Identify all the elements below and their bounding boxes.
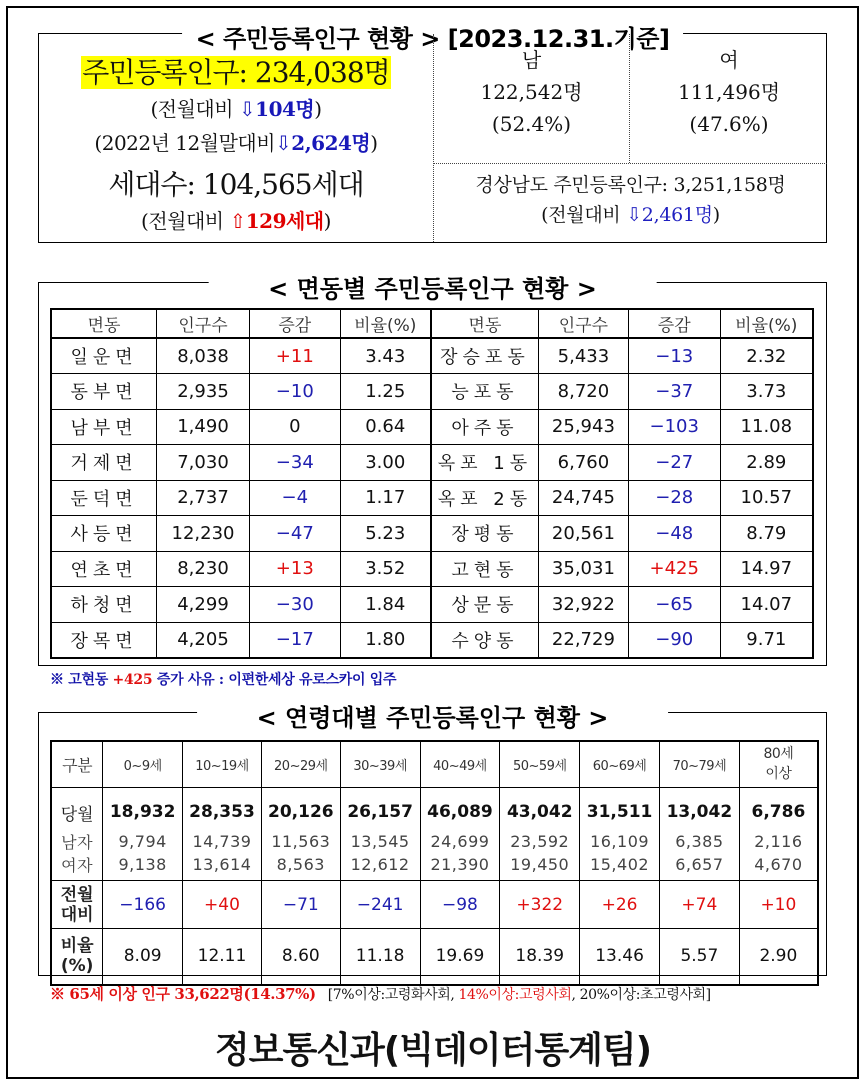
male-cell: 16,109	[580, 829, 660, 853]
female-cell: 4,670	[739, 853, 818, 881]
change-cell: −34	[249, 445, 340, 481]
ratio-cell: 5.57	[659, 929, 739, 985]
col-header: 인구수	[157, 309, 250, 338]
yoy-decrease-value: ⇩2,624명	[275, 131, 371, 155]
gohyeon-note: ※ 고현동 +425 증가 사유 : 이편한세상 유로스카이 입주	[50, 672, 397, 688]
dong-name-cell: 장목면	[51, 622, 157, 658]
col-header: 비율(%)	[720, 309, 813, 338]
male-cell: 2,116	[739, 829, 818, 853]
female-cell: 6,657	[659, 853, 739, 881]
department-footer: 정보통신과(빅데이터통계팀)	[214, 1030, 652, 1071]
dong-name-cell: 동부면	[51, 374, 157, 410]
col-header: 0~9세	[103, 741, 183, 787]
current-cell: 31,511	[580, 787, 660, 829]
female-pct: (47.6%)	[689, 112, 769, 136]
ratio-cell: 1.25	[340, 374, 431, 410]
ratio-cell: 2.90	[739, 929, 818, 985]
col-header: 10~19세	[183, 741, 262, 787]
col-header: 증감	[628, 309, 720, 338]
table-row	[51, 587, 813, 623]
change-cell: −166	[103, 881, 183, 929]
population-cell: 12,230	[157, 516, 250, 552]
col-header: 구분	[51, 741, 103, 787]
month-over-month: (전월대비 ⇩104명)	[150, 97, 322, 121]
change-cell: +74	[659, 881, 739, 929]
population-cell: 22,729	[538, 622, 628, 658]
gender-split	[434, 34, 827, 164]
current-cell: 13,042	[659, 787, 739, 829]
change-cell: −47	[249, 516, 340, 552]
population-cell: 6,760	[538, 445, 628, 481]
ratio-cell: 12.11	[183, 929, 262, 985]
change-cell: 0	[249, 409, 340, 445]
dong-header-row	[51, 309, 813, 338]
change-cell: −71	[261, 881, 340, 929]
dong-title: < 면동별 주민등록인구 현황 >	[208, 269, 657, 304]
male-pct: (52.4%)	[491, 112, 572, 136]
female-count: 111,496명	[677, 80, 781, 104]
ratio-cell: 3.43	[340, 338, 431, 374]
table-row	[51, 622, 813, 658]
col-header: 인구수	[538, 309, 628, 338]
dong-table	[50, 308, 814, 659]
current-cell: 6,786	[739, 787, 818, 829]
col-header: 80세 이상	[739, 741, 818, 787]
change-cell: −103	[628, 409, 720, 445]
dong-name-cell: 수양동	[431, 622, 539, 658]
population-cell: 4,205	[157, 622, 250, 658]
ratio-cell: 10.57	[720, 480, 813, 516]
age-title: < 연령대별 주민등록인구 현황 >	[197, 698, 669, 733]
population-cell: 24,745	[538, 480, 628, 516]
male-cell: 9,794	[103, 829, 183, 853]
change-cell: −17	[249, 622, 340, 658]
col-header: 20~29세	[261, 741, 340, 787]
female-cell: 19,450	[500, 853, 580, 881]
summary-left	[39, 34, 433, 242]
age-change-row	[51, 881, 818, 929]
dong-name-cell: 장승포동	[431, 338, 539, 374]
dong-name-cell: 고현동	[431, 551, 539, 587]
dong-name-cell: 하청면	[51, 587, 157, 623]
female-cell: 12,612	[340, 853, 420, 881]
households-increase-value: ⇧129세대	[229, 209, 324, 233]
current-cell: 18,932	[103, 787, 183, 829]
current-cell: 20,126	[261, 787, 340, 829]
ratio-cell: 14.97	[720, 551, 813, 587]
change-cell: +425	[628, 551, 720, 587]
total-population	[39, 56, 433, 90]
dong-name-cell: 아주동	[431, 409, 539, 445]
change-cell: −28	[628, 480, 720, 516]
row-label: 여자	[51, 853, 103, 881]
col-header: 면동	[51, 309, 157, 338]
col-header: 50~59세	[500, 741, 580, 787]
ratio-cell: 2.89	[720, 445, 813, 481]
age-male-row	[51, 829, 818, 853]
dong-name-cell: 둔덕면	[51, 480, 157, 516]
ratio-cell: 9.71	[720, 622, 813, 658]
ratio-cell: 8.60	[261, 929, 340, 985]
male-cell: 6,385	[659, 829, 739, 853]
population-cell: 8,720	[538, 374, 628, 410]
female-label: 여	[719, 48, 739, 72]
change-cell: −90	[628, 622, 720, 658]
table-row	[51, 516, 813, 552]
dong-name-cell: 옥포 2동	[431, 480, 539, 516]
row-label: 전월 대비	[51, 881, 103, 929]
dong-name-cell: 일운면	[51, 338, 157, 374]
ratio-cell: 8.09	[103, 929, 183, 985]
households-count: 세대수: 104,565세대	[108, 168, 364, 201]
change-cell: −27	[628, 445, 720, 481]
col-header: 40~49세	[420, 741, 500, 787]
col-header: 면동	[431, 309, 539, 338]
table-row	[51, 445, 813, 481]
change-cell: +40	[183, 881, 262, 929]
male-column	[434, 34, 630, 163]
gohyeon-increase: +425	[112, 672, 153, 688]
ratio-cell: 11.08	[720, 409, 813, 445]
population-cell: 2,935	[157, 374, 250, 410]
population-cell: 1,490	[157, 409, 250, 445]
dong-box	[38, 275, 827, 666]
population-cell: 32,922	[538, 587, 628, 623]
col-header: 비율(%)	[340, 309, 431, 338]
population-cell: 2,737	[157, 480, 250, 516]
province-label: 경상남도 주민등록인구: 3,251,158명	[475, 174, 786, 196]
total-population-label: 주민등록인구: 234,038명	[82, 56, 390, 89]
change-cell: −241	[340, 881, 420, 929]
dong-name-cell: 사등면	[51, 516, 157, 552]
ratio-cell: 13.46	[580, 929, 660, 985]
ratio-cell: 3.52	[340, 551, 431, 587]
change-cell: −98	[420, 881, 500, 929]
ratio-cell: 5.23	[340, 516, 431, 552]
ratio-cell: 3.73	[720, 374, 813, 410]
dong-name-cell: 능포동	[431, 374, 539, 410]
current-cell: 46,089	[420, 787, 500, 829]
row-label: 당월	[51, 787, 103, 829]
change-cell: +26	[580, 881, 660, 929]
population-cell: 20,561	[538, 516, 628, 552]
change-cell: +13	[249, 551, 340, 587]
age-table	[50, 740, 819, 986]
population-cell: 35,031	[538, 551, 628, 587]
elderly-note	[50, 983, 711, 1004]
summary-title: < 주민등록인구 현황 > [2023.12.31.기준]	[182, 19, 684, 54]
mom-decrease-value: ⇩104명	[238, 97, 315, 121]
change-cell: −65	[628, 587, 720, 623]
male-label: 남	[521, 48, 542, 72]
ratio-cell: 14.07	[720, 587, 813, 623]
male-cell: 23,592	[500, 829, 580, 853]
male-cell: 11,563	[261, 829, 340, 853]
summary-right	[433, 34, 827, 242]
female-cell: 21,390	[420, 853, 500, 881]
ratio-cell: 19.69	[420, 929, 500, 985]
change-cell: −10	[249, 374, 340, 410]
province-population	[434, 170, 827, 230]
age-box	[38, 704, 827, 977]
female-cell: 15,402	[580, 853, 660, 881]
population-cell: 8,230	[157, 551, 250, 587]
change-cell: −48	[628, 516, 720, 552]
change-cell: −37	[628, 374, 720, 410]
change-cell: −4	[249, 480, 340, 516]
age-header-row	[51, 741, 818, 787]
ratio-cell: 1.84	[340, 587, 431, 623]
table-row	[51, 374, 813, 410]
change-cell: +322	[500, 881, 580, 929]
dong-name-cell: 거제면	[51, 445, 157, 481]
dong-name-cell: 상문동	[431, 587, 539, 623]
dong-name-cell: 옥포 1동	[431, 445, 539, 481]
change-cell: −30	[249, 587, 340, 623]
table-row	[51, 338, 813, 374]
female-cell: 13,614	[183, 853, 262, 881]
age-current-row	[51, 787, 818, 829]
population-cell: 25,943	[538, 409, 628, 445]
table-row	[51, 409, 813, 445]
table-row	[51, 551, 813, 587]
ratio-cell: 2.32	[720, 338, 813, 374]
population-cell: 4,299	[157, 587, 250, 623]
year-over-year: (2022년 12월말대비⇩2,624명)	[94, 131, 378, 155]
households-change: (전월대비 ⇧129세대)	[141, 209, 331, 233]
province-change: (전월대비 ⇩2,461명)	[541, 204, 720, 226]
ratio-cell: 8.79	[720, 516, 813, 552]
ratio-cell: 0.64	[340, 409, 431, 445]
change-cell: −13	[628, 338, 720, 374]
ratio-cell: 1.17	[340, 480, 431, 516]
summary-box	[38, 25, 827, 243]
current-cell: 43,042	[500, 787, 580, 829]
ratio-cell: 3.00	[340, 445, 431, 481]
ratio-cell: 1.80	[340, 622, 431, 658]
change-cell: +11	[249, 338, 340, 374]
male-cell: 13,545	[340, 829, 420, 853]
male-count: 122,542명	[480, 80, 583, 104]
female-column	[630, 34, 828, 163]
male-cell: 24,699	[420, 829, 500, 853]
dong-name-cell: 장평동	[431, 516, 539, 552]
row-label: 남자	[51, 829, 103, 853]
ratio-cell: 18.39	[500, 929, 580, 985]
col-header: 70~79세	[659, 741, 739, 787]
change-cell: +10	[739, 881, 818, 929]
table-row	[51, 480, 813, 516]
female-cell: 8,563	[261, 853, 340, 881]
row-label: 비율 (%)	[51, 929, 103, 985]
province-decrease-value: ⇩2,461명	[626, 204, 713, 226]
male-cell: 14,739	[183, 829, 262, 853]
age-female-row	[51, 853, 818, 881]
population-cell: 7,030	[157, 445, 250, 481]
col-header: 30~39세	[340, 741, 420, 787]
population-cell: 8,038	[157, 338, 250, 374]
col-header: 증감	[249, 309, 340, 338]
current-cell: 26,157	[340, 787, 420, 829]
female-cell: 9,138	[103, 853, 183, 881]
age-ratio-row	[51, 929, 818, 985]
dong-name-cell: 연초면	[51, 551, 157, 587]
current-cell: 28,353	[183, 787, 262, 829]
dong-name-cell: 남부면	[51, 409, 157, 445]
elderly-population: ※ 65세 이상 인구 33,622명(14.37%)	[50, 985, 316, 1003]
population-cell: 5,433	[538, 338, 628, 374]
ratio-cell: 11.18	[340, 929, 420, 985]
aging-thresholds: [7%이상:고령화사회, 14%이상:고령사회, 20%이상:초고령사회]	[327, 987, 711, 1003]
col-header: 60~69세	[580, 741, 660, 787]
